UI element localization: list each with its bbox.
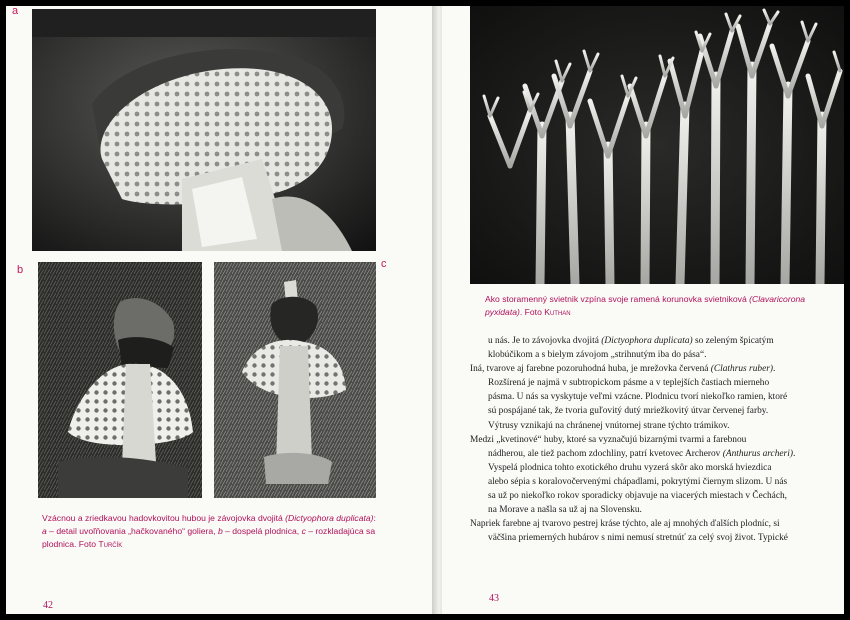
left-photo-caption: Vzácnou a zriedkavou hadovkovitou hubou je závojovka dvojitá (Dictyophora duplicata): a – detail uvoľňovania „hačkovaného“ goliera, b – dospelá plodnica, c – rozkladajúca sa plodnica. Foto Turčík <box>42 513 376 549</box>
page-number-left: 42 <box>43 600 53 611</box>
photo-clavicorona-pyxidata <box>470 6 844 284</box>
body-line: Iná, tvarove aj farebne pozoruhodná huba, je mrežovka červená (Clathrus ruber). <box>470 364 776 375</box>
body-line: nádherou, ale tiež pachom zdochliny, patrí kvetovec Archerov (Anthurus archeri). <box>488 448 796 459</box>
body-line: sú pospájané tak, že tvoria guľovitý dutý mriežkovitý útvar červenej farby. <box>488 406 769 417</box>
body-line: Napriek farebne aj tvarovo pestrej kráse týchto, ale aj mnohých ďalších plodníc, si <box>470 519 780 530</box>
body-line: alebo sépia s koralovočervenými chápadlami, pokrytými čiernym slizom. U nás <box>488 476 788 487</box>
body-line: na Morave a našla sa už aj na Slovensku. <box>488 505 642 516</box>
panel-label-b: b <box>17 264 24 276</box>
panel-label-c: c <box>381 258 387 270</box>
body-line: Vyspelá plodnica tohto exotického druhu vyzerá skôr ako morská hviezdica <box>488 462 772 473</box>
photo-b-mature-fruitbody <box>38 262 202 498</box>
body-line: Rozšírená je najmä v subtropickom pásme a v teplejších častiach mierneho <box>488 378 770 389</box>
body-text <box>470 334 850 545</box>
body-line: pásma. U nás sa vyskytuje veľmi vzácne. Plodnicu tvorí niekoľko ramien, ktoré <box>488 392 788 403</box>
page-number-right: 43 <box>489 593 499 604</box>
left-page <box>6 6 438 614</box>
right-photo-caption: Ako storamenný svietnik vzpína svoje ramená korunovka svietniková (Clavaricorona pyxidata). Foto Kuthan <box>485 294 806 317</box>
body-line: Medzi „kvetinové“ huby, ktoré sa vyznačujú bizarnými tvarmi a farebnou <box>470 434 747 445</box>
body-line: Výtrusy vznikajú na chránenej vnútornej strane týchto trámikov. <box>488 420 730 431</box>
body-line: sa už po niekoľko rokov sporadicky objavuje na viacerých miestach v Čechách, <box>488 491 788 502</box>
panel-label-a: a <box>12 6 19 17</box>
body-line: klobúčikom a s bielym závojom „strihnutým iba do pása“. <box>488 350 707 361</box>
photo-a-veil-detail <box>32 9 376 251</box>
body-line: u nás. Je to závojovka dvojitá (Dictyophora duplicata) so zeleným špicatým <box>488 336 774 346</box>
photo-c-decaying-fruitbody <box>214 262 376 498</box>
body-line: väčšina priemerných hubárov s nimi nemusí stretnúť za celý svoj život. Typické <box>488 533 788 544</box>
